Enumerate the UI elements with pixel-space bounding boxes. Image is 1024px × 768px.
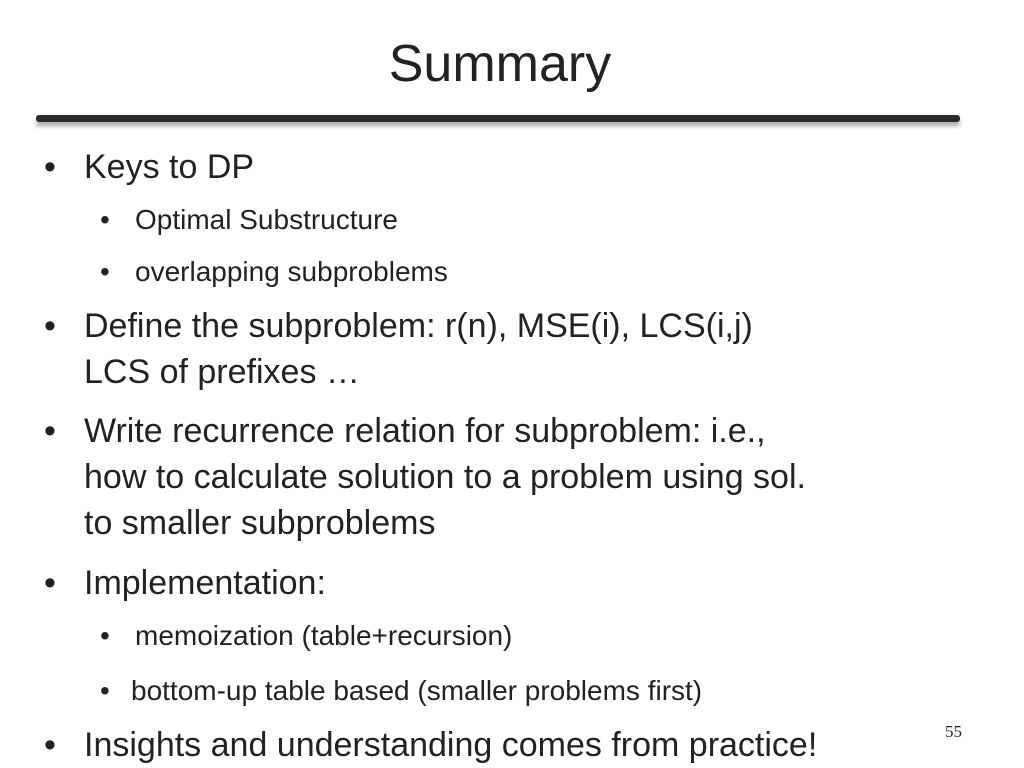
bullet-text: [84, 408, 806, 546]
sub-bullet-item-overlapping-subproblems: [100, 254, 448, 290]
bullet-item-implementation: [44, 560, 326, 606]
bullet-glyph: •: [44, 307, 56, 345]
bullet-text: [84, 722, 817, 768]
sub-bullet-item-bottom-up: [100, 673, 702, 709]
bullet-line: to smaller subproblems: [84, 504, 436, 542]
bullet-item-insights: [44, 722, 817, 768]
bullet-text: [131, 673, 702, 709]
bullet-text: [135, 618, 512, 654]
bullet-glyph: •: [100, 675, 110, 706]
bullet-text: [135, 202, 398, 238]
bullet-line: Implementation:: [84, 564, 326, 602]
bullet-line: Define the subproblem: r(n), MSE(i), LCS(i,j): [84, 307, 753, 345]
bullet-item-keys-to-dp: [44, 144, 254, 190]
bullet-text: [84, 560, 326, 606]
bullet-line: bottom-up table based (smaller problems first): [131, 675, 703, 706]
sub-bullet-item-optimal-substructure: [100, 202, 398, 238]
bullet-line: Keys to DP: [84, 148, 255, 186]
bullet-line: memoization (table+recursion): [135, 620, 513, 651]
bullet-line: LCS of prefixes …: [84, 353, 360, 391]
bullet-line: how to calculate solution to a problem using sol.: [84, 458, 806, 496]
slide-title: Summary: [388, 35, 612, 93]
bullet-text: [84, 144, 254, 190]
bullet-line: Optimal Substructure: [135, 204, 398, 235]
bullet-item-define-subproblem: [44, 303, 753, 395]
bullet-line: Insights and understanding comes from practice!: [84, 726, 818, 764]
bullet-glyph: •: [44, 564, 56, 602]
bullet-glyph: •: [44, 412, 56, 450]
title-divider: [36, 115, 960, 122]
bullet-glyph: •: [100, 620, 110, 651]
bullet-text: [84, 303, 753, 395]
bullet-glyph: •: [100, 256, 110, 287]
bullet-item-write-recurrence: [44, 408, 806, 546]
bullet-line: Write recurrence relation for subproblem: i.e.,: [84, 412, 766, 450]
bullet-text: [135, 254, 448, 290]
sub-bullet-item-memoization: [100, 618, 512, 654]
bullet-glyph: •: [44, 148, 56, 186]
bullet-line: overlapping subproblems: [135, 256, 448, 287]
bullet-glyph: •: [100, 204, 110, 235]
bullet-glyph: •: [44, 726, 56, 764]
page-number: 55: [945, 722, 962, 741]
